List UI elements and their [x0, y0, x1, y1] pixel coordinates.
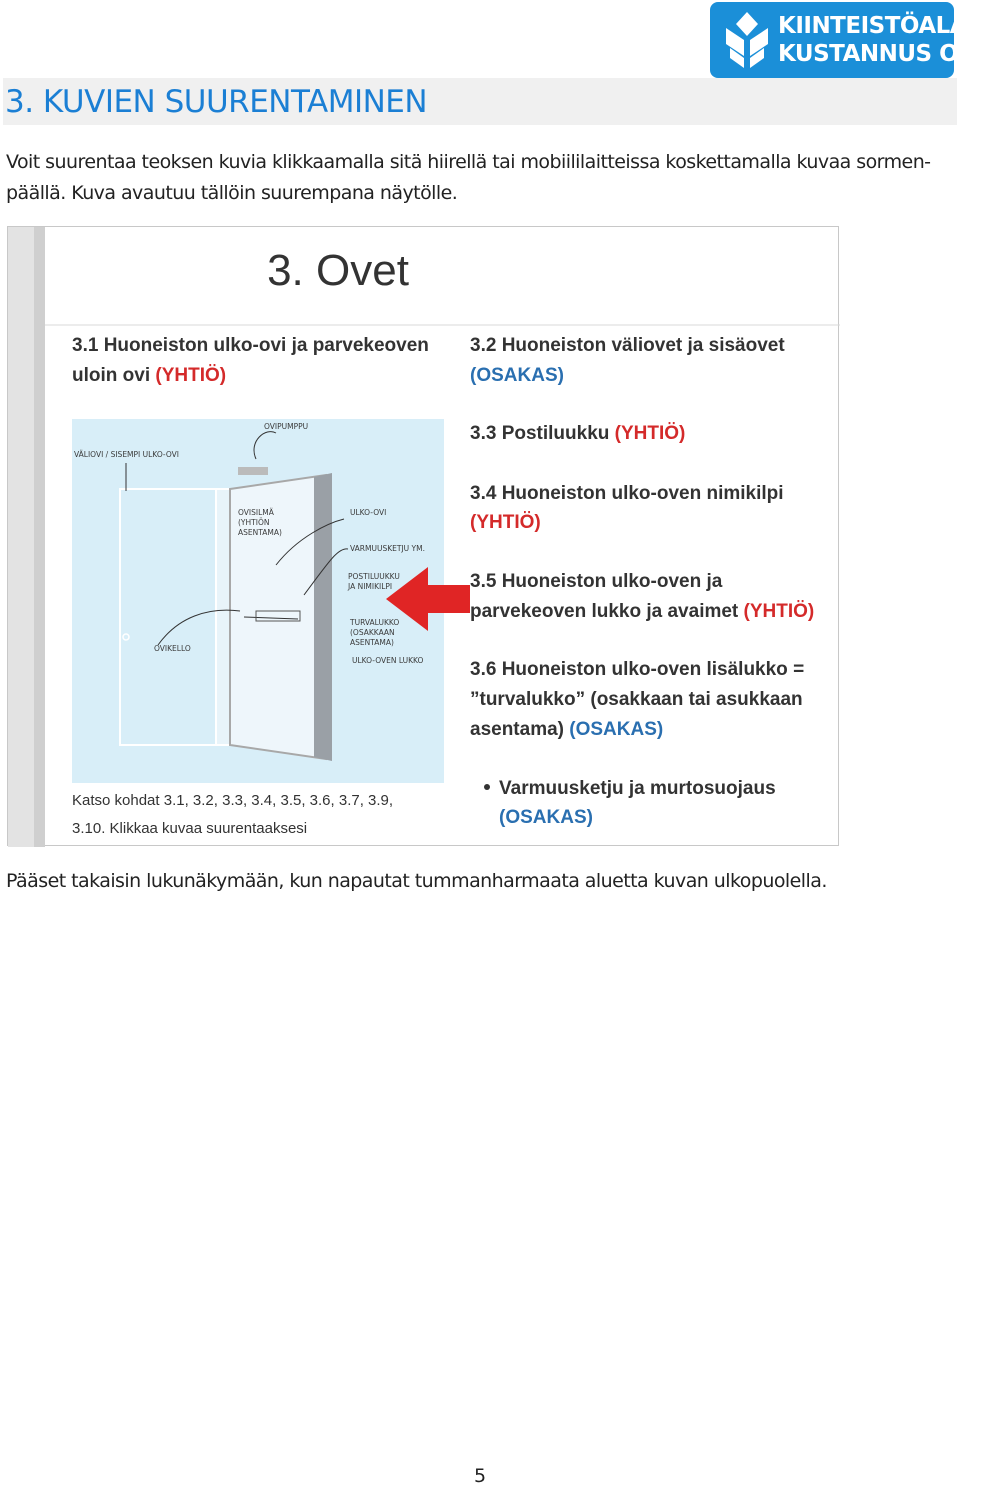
svg-text:asentama) (OSAKAS): asentama) (OSAKAS) — [470, 719, 664, 740]
example-figure[interactable] — [7, 226, 839, 846]
outro-line: Pääset takaisin lukunäkymään, kun napautat tummanharmaata aluetta kuvan ulkopuolella. — [6, 870, 827, 892]
svg-text:3.5 Huoneiston ulko-oven ja: 3.5 Huoneiston ulko-oven ja — [470, 571, 723, 592]
svg-text:”turvalukko” (osakkaan tai asu: ”turvalukko” (osakkaan tai asukkaan — [470, 689, 803, 710]
logo-text — [778, 12, 986, 68]
svg-text:Varmuusketju ja murtosuojaus: Varmuusketju ja murtosuojaus — [499, 778, 776, 799]
logo-line-2: KUSTANNUS OY — [778, 41, 974, 67]
svg-text:JA NIMIKILPI: JA NIMIKILPI — [348, 582, 393, 591]
door-diagram — [72, 419, 444, 783]
label-turvalukko-1: TURVALUKKO — [350, 618, 400, 627]
label-varmuusketju: VARMUUSKETJU YM. — [350, 544, 425, 553]
svg-text:(OSAKAS): (OSAKAS) — [499, 807, 593, 828]
intro-line-1: Voit suurentaa teoksen kuvia klikkaamalla sitä hiirellä tai mobiililaitteissa koskettamalla kuvaa sormen- — [6, 151, 931, 173]
intro-line-2: päällä. Kuva avautuu tällöin suurempana näytölle. — [6, 182, 458, 204]
svg-text:parvekeoven lukko ja avaimet (: parvekeoven lukko ja avaimet (YHTIÖ) — [470, 601, 815, 622]
label-ovipumppu: OVIPUMPPU — [264, 422, 309, 431]
publisher-logo — [710, 2, 986, 78]
figure-footer-1: Katso kohdat 3.1, 3.2, 3.3, 3.4, 3.5, 3.6, 3.7, 3.9, — [72, 792, 394, 809]
label-postiluukku-1: POSTILUUKKU — [348, 572, 400, 581]
section-title: 3. KUVIEN SUURENTAMINEN — [5, 84, 428, 120]
figure-left-heading-1: 3.1 Huoneiston ulko-ovi ja parvekeoven — [72, 335, 429, 356]
svg-text:3.4 Huoneiston ulko-oven nimik: 3.4 Huoneiston ulko-oven nimikilpi — [470, 483, 784, 504]
label-ovisilma-1: OVISILMÄ — [238, 508, 274, 517]
label-valiovi: VÄLIOVI / SISEMPI ULKO-OVI — [74, 450, 179, 459]
label-ulkoovi: ULKO-OVI — [350, 508, 387, 517]
figure-canvas — [8, 227, 840, 847]
figure-left-heading-2: uloin ovi (YHTIÖ) — [72, 365, 227, 386]
svg-text:ASENTAMA): ASENTAMA) — [238, 528, 282, 537]
svg-text:3.2 Huoneiston väliovet ja sis: 3.2 Huoneiston väliovet ja sisäovet — [470, 335, 785, 356]
logo-line-1: KIINTEISTÖALAN — [778, 13, 986, 39]
figure-right-list — [470, 335, 814, 828]
svg-text:(OSAKAS): (OSAKAS) — [470, 365, 564, 386]
label-ovikello: OVIKELLO — [154, 644, 191, 653]
page-number: 5 — [473, 1465, 487, 1487]
svg-text:3.3 Postiluukku (YHTIÖ): 3.3 Postiluukku (YHTIÖ) — [470, 423, 686, 444]
label-ulkoovenlukko: ULKO-OVEN LUKKO — [352, 656, 424, 665]
wheat-leaf-icon — [724, 10, 770, 70]
svg-text:(OSAKKAAN: (OSAKKAAN — [350, 628, 395, 637]
svg-text:(YHTIÖ): (YHTIÖ) — [470, 512, 541, 533]
svg-text:3.6 Huoneiston ulko-oven lisäl: 3.6 Huoneiston ulko-oven lisälukko = — [470, 659, 805, 680]
figure-footer-2: 3.10. Klikkaa kuvaa suurentaaksesi — [72, 820, 308, 837]
svg-text:(YHTIÖN: (YHTIÖN — [238, 518, 270, 527]
figure-title: 3. Ovet — [267, 246, 409, 295]
svg-text:ASENTAMA): ASENTAMA) — [350, 638, 394, 647]
